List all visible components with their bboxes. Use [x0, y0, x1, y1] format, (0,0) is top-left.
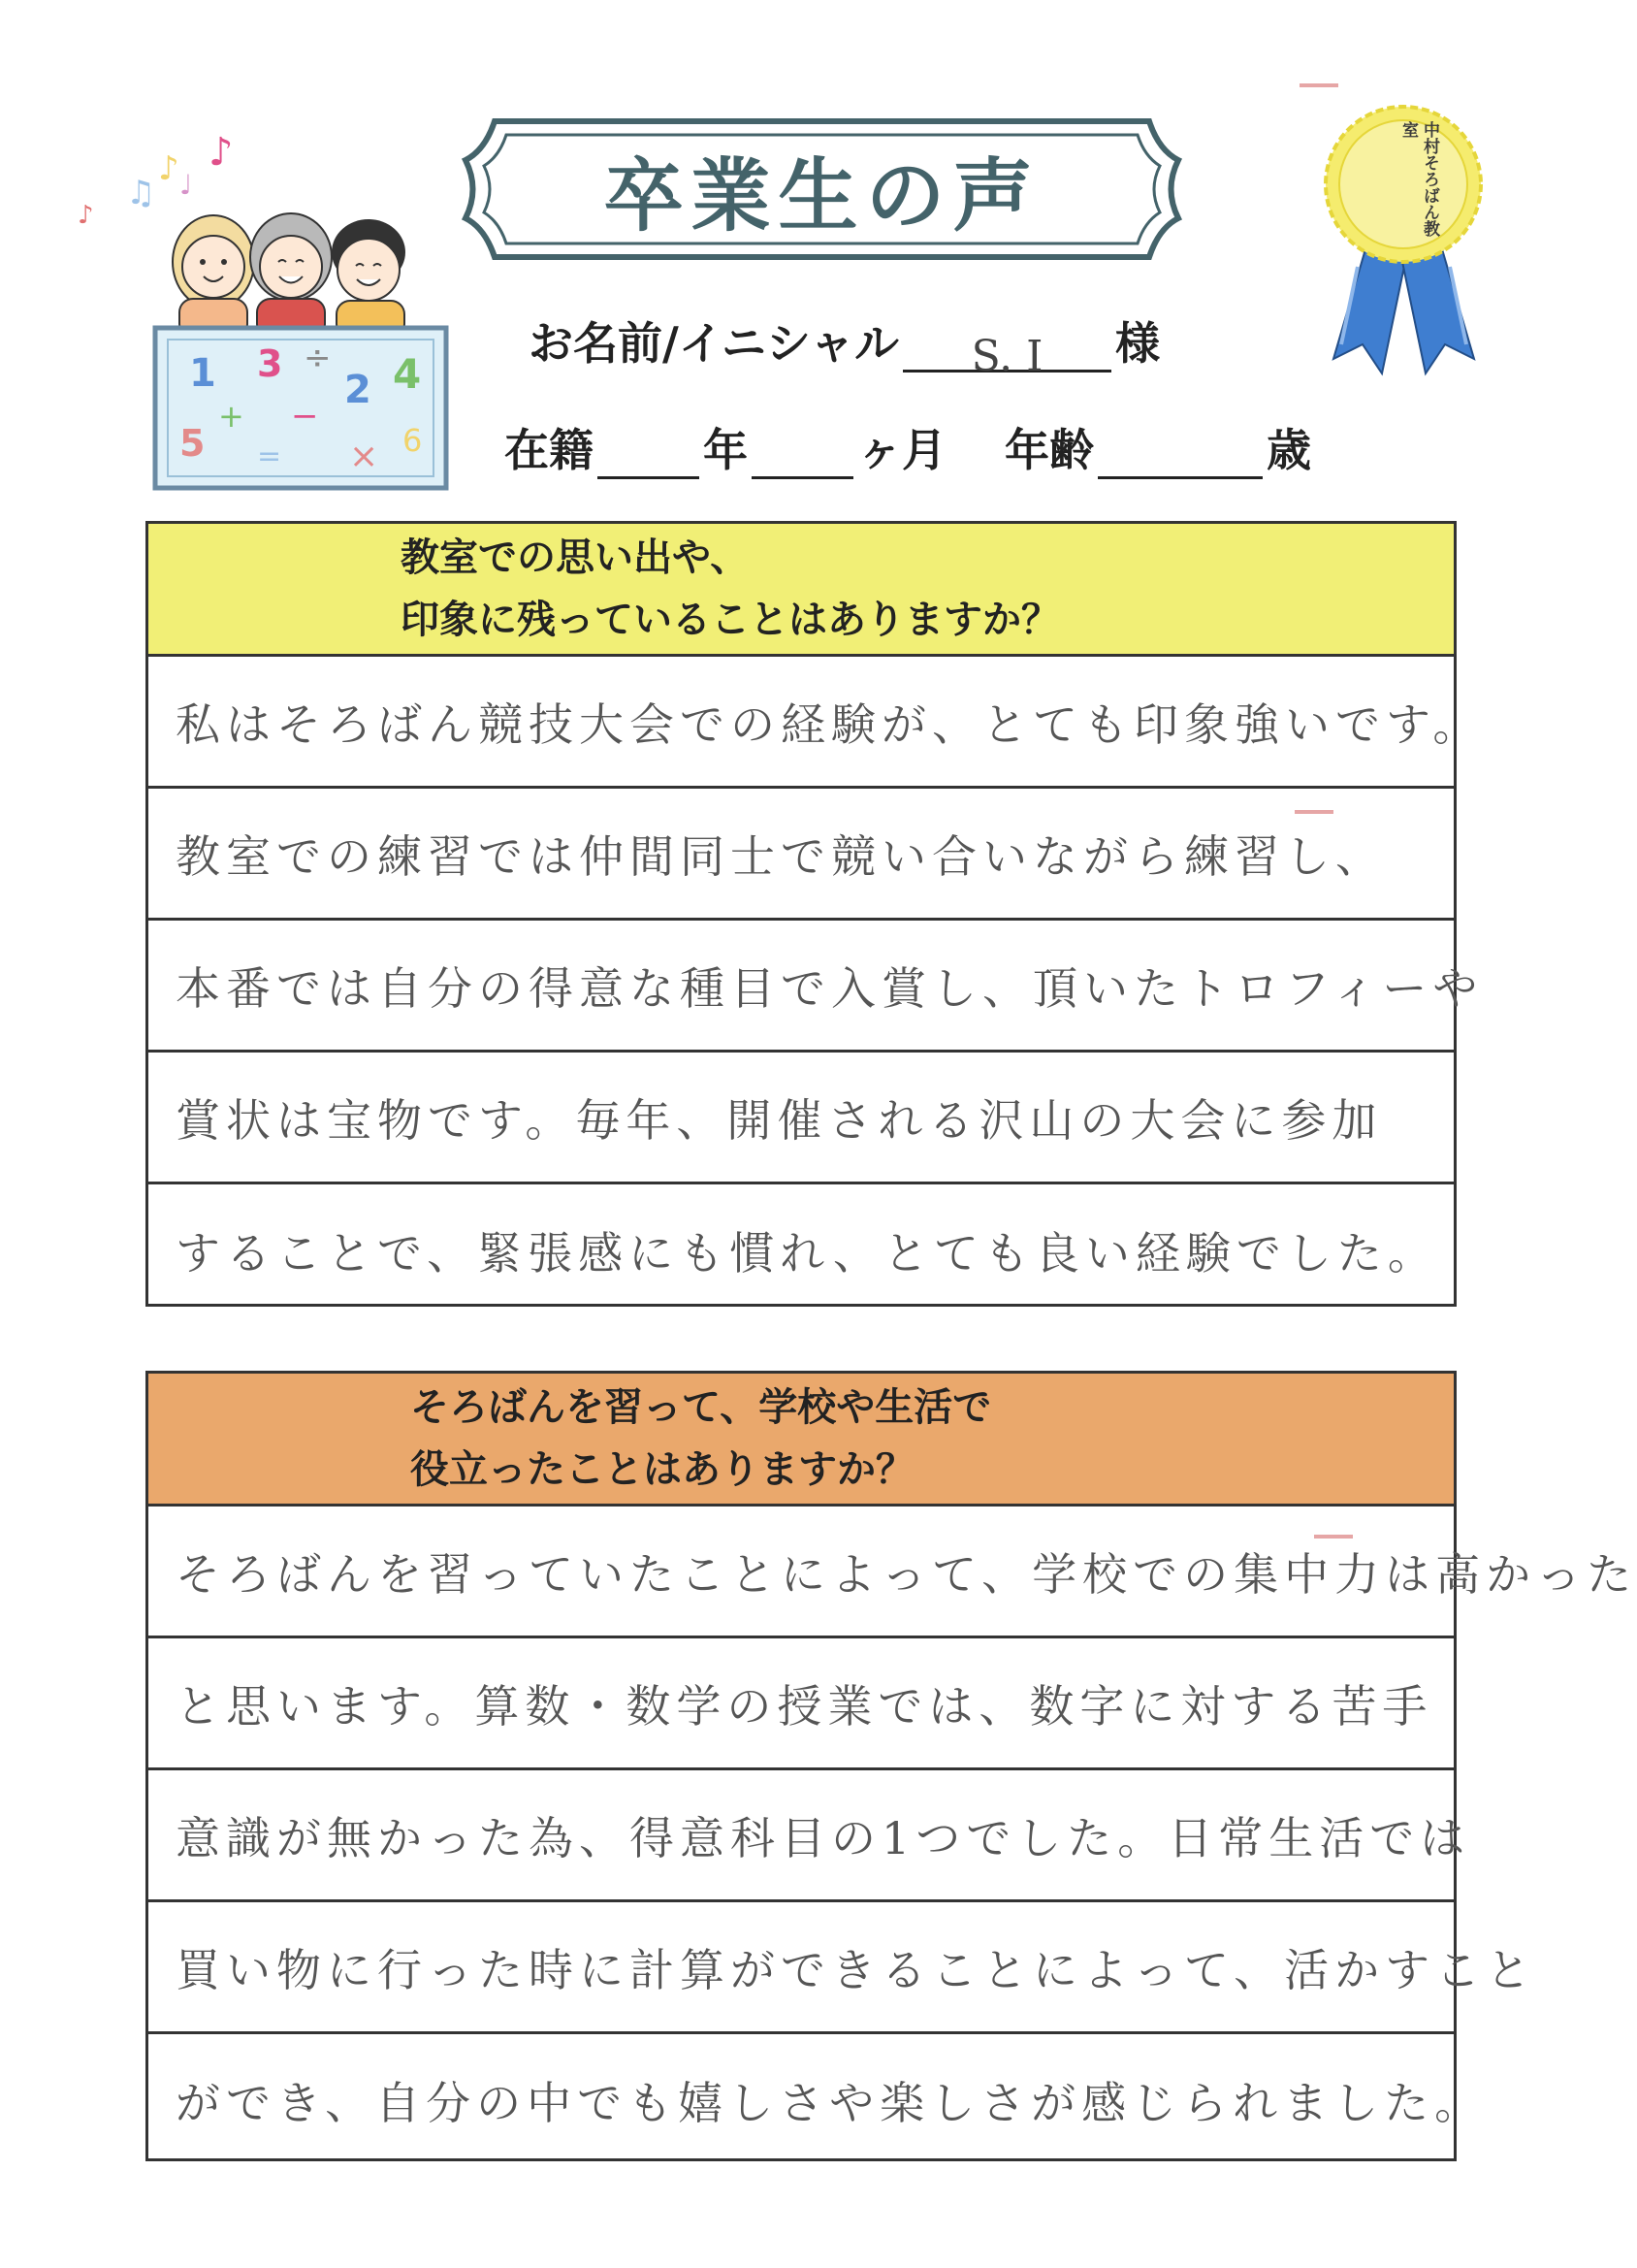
question-line: 印象に残っていることはありますか？ — [401, 598, 1060, 642]
age-unit: 歳 — [1267, 424, 1311, 476]
board-symbol: = — [257, 439, 282, 473]
children-illustration — [73, 130, 461, 495]
svg-text:♪: ♪ — [158, 149, 179, 188]
answer-line: 意識が無かった為、得意科目の1つでした。日常生活では — [148, 1770, 1454, 1902]
age-label: 年齢 — [1005, 424, 1094, 476]
years-field[interactable] — [597, 436, 699, 479]
scan-mark — [1295, 810, 1333, 814]
answer-line: 私はそろばん競技大会での経験が、とても印象強いです。 — [148, 657, 1454, 789]
board-number: 2 — [344, 368, 371, 412]
answer-line: 賞状は宝物です。毎年、開催される沢山の大会に参加 — [148, 1053, 1454, 1184]
enrollment-row — [504, 415, 1311, 479]
question-line: そろばんを習って、学校や生活で — [410, 1385, 992, 1430]
page-title: 卒業生の声 — [603, 149, 1041, 243]
board-symbol: − — [291, 397, 319, 436]
benefits-section — [145, 1371, 1637, 2161]
scan-mark — [1300, 83, 1338, 87]
svg-text:♩: ♩ — [179, 169, 193, 201]
answer-line: 買い物に行った時に計算ができることによって、活かすこと — [148, 1902, 1454, 2034]
benefits-question-header — [148, 1374, 1454, 1507]
scan-mark — [1314, 1535, 1353, 1539]
board-symbol: × — [349, 437, 379, 476]
month-unit: ヶ月 — [857, 424, 947, 476]
board-number: 1 — [189, 351, 216, 396]
months-field[interactable] — [752, 436, 853, 479]
title-plate — [456, 112, 1188, 267]
question-line: 教室での思い出や、 — [401, 535, 750, 580]
name-value: S. I — [971, 332, 1043, 381]
name-field[interactable] — [903, 329, 1111, 381]
memories-question-header — [148, 524, 1454, 657]
svg-text:♪: ♪ — [209, 130, 234, 175]
age-field[interactable] — [1098, 436, 1263, 479]
enrollment-label: 在籍 — [504, 424, 594, 476]
answer-line: 教室での練習では仲間同士で競い合いながら練習し、 — [148, 789, 1454, 921]
name-row — [529, 308, 1161, 381]
board-symbol: + — [218, 398, 244, 435]
svg-text:♫: ♫ — [126, 174, 156, 212]
child-figure-right — [332, 219, 405, 338]
answer-line: と思います。算数・数学の授業では、数字に対する苦手 — [148, 1638, 1454, 1770]
board-number: 3 — [257, 342, 283, 385]
board-number: 6 — [402, 422, 423, 459]
name-suffix: 様 — [1115, 317, 1161, 370]
ribbon-medal-icon — [1314, 97, 1493, 388]
board-symbol: ÷ — [304, 339, 332, 377]
answer-line: そろばんを習っていたことによって、学校での集中力は高かった — [148, 1507, 1454, 1638]
answer-line: することで、緊張感にも慣れ、とても良い経験でした。 — [176, 1227, 1438, 1280]
seal-text: 中村そろばん教室 — [1398, 121, 1439, 237]
year-unit: 年 — [703, 424, 748, 476]
board-number: 4 — [393, 350, 422, 398]
svg-text:♪: ♪ — [78, 201, 94, 230]
answer-line: ができ、自分の中でも嬉しさや楽しさが感じられました。 — [176, 2077, 1486, 2129]
memories-section — [145, 521, 1484, 1307]
child-figure-left — [173, 215, 254, 338]
question-line: 役立ったことはありますか？ — [410, 1447, 915, 1492]
board-number: 5 — [179, 422, 206, 465]
answer-line: 本番では自分の得意な種目で入賞し、頂いたトロフィーや — [148, 921, 1454, 1053]
child-figure-middle — [250, 213, 332, 338]
name-label: お名前/イニシャル — [529, 317, 900, 370]
